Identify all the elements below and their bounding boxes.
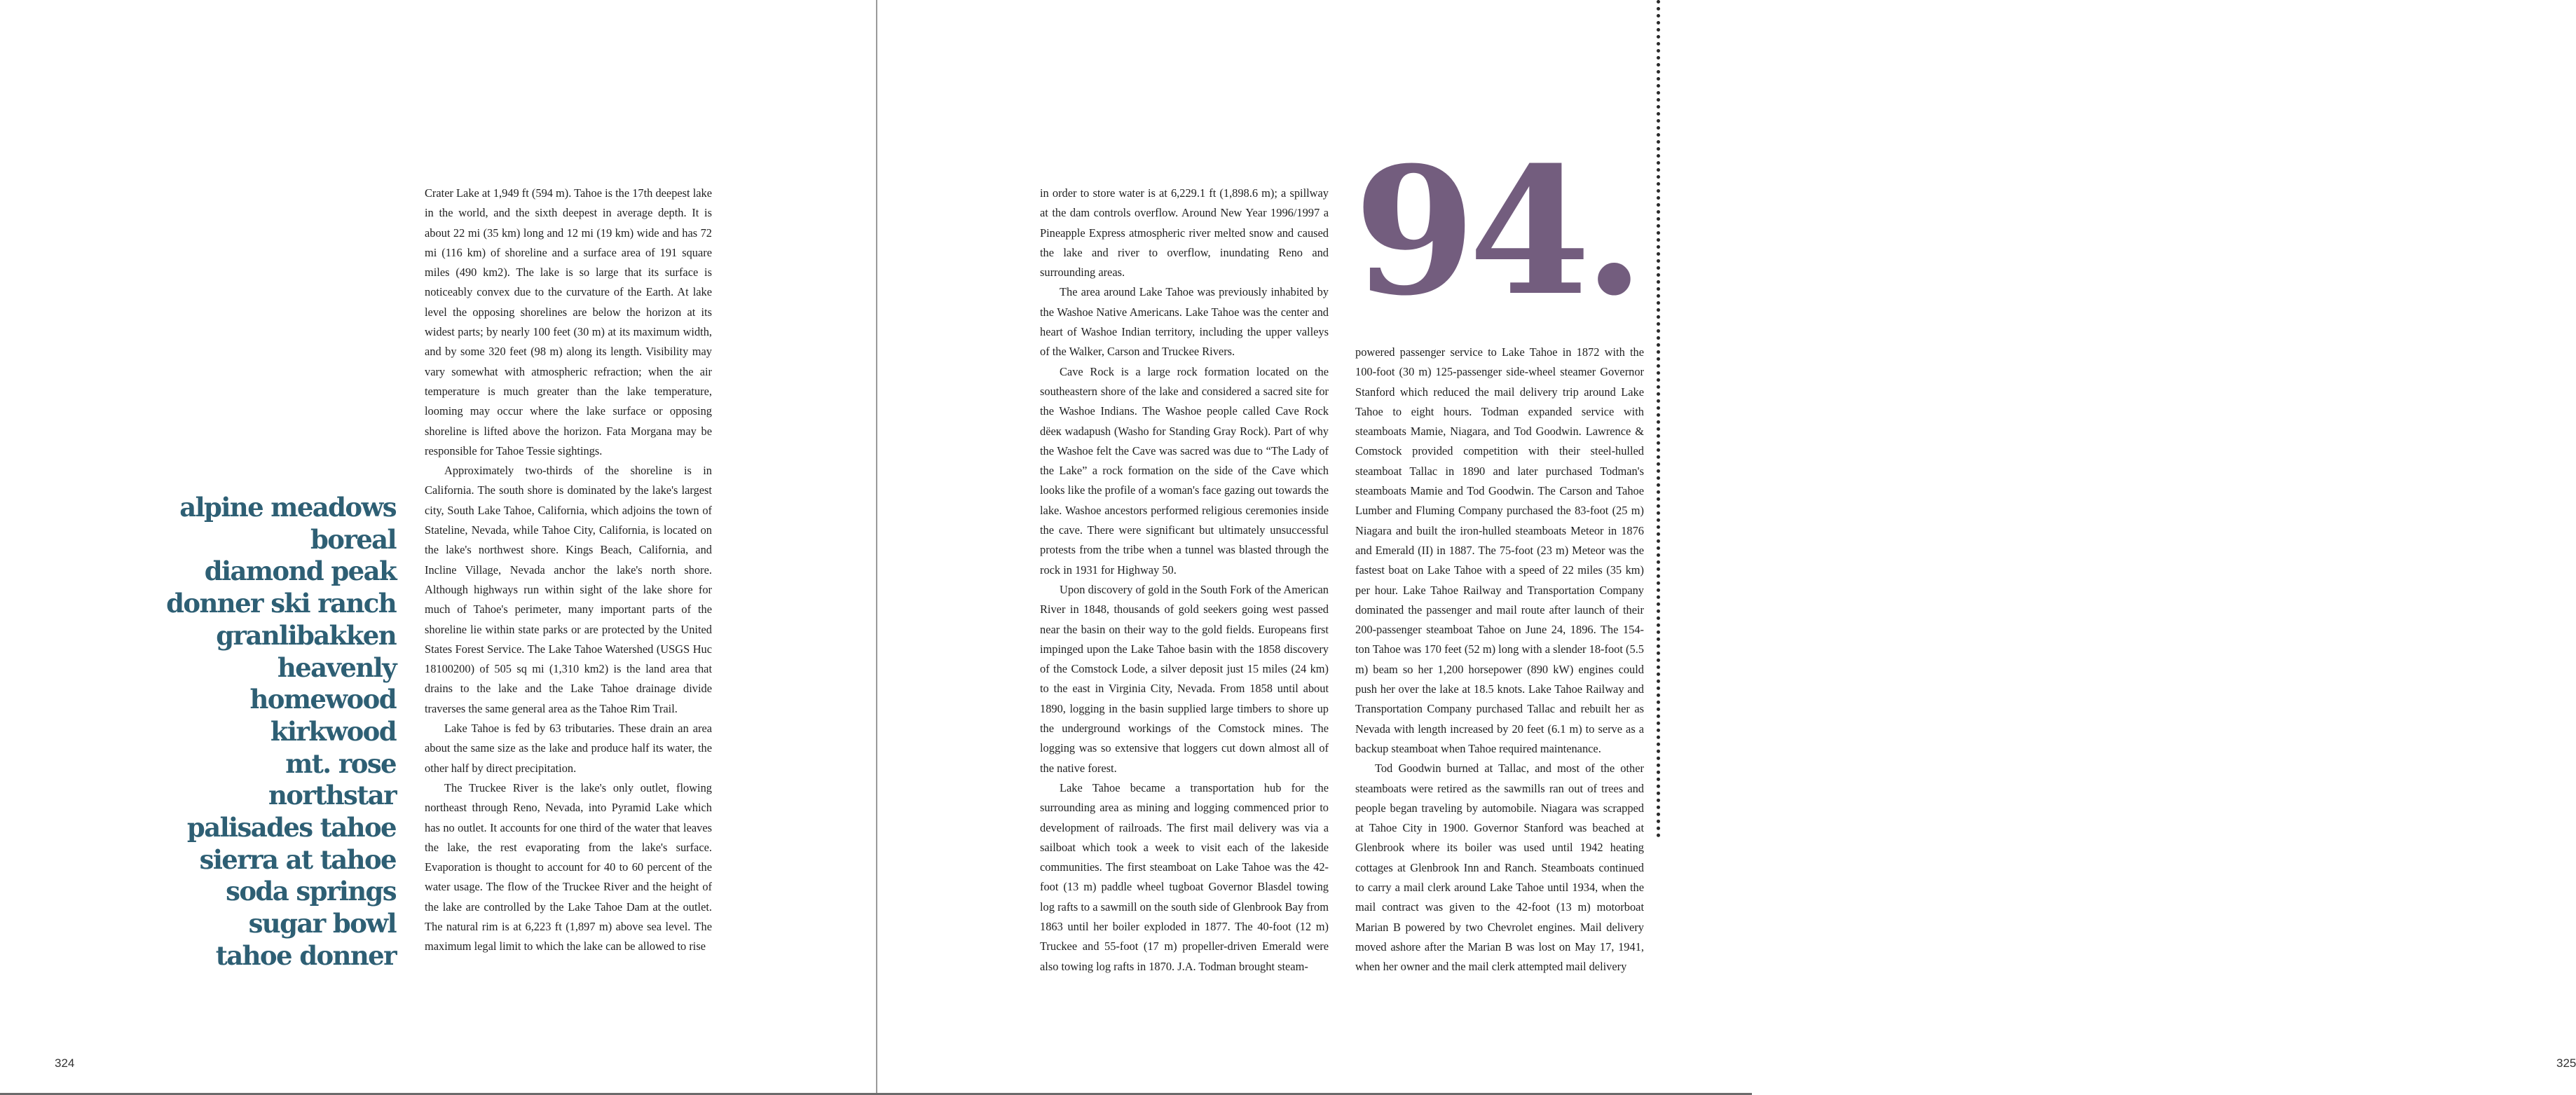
body-paragraph: The Truckee River is the lake's only outlet, flowing northeast through Reno, Nevada, into Pyramid Lake which has no outlet. It accounts for one third of the water that leaves the lake, the rest evaporating from the lake's surface. Evaporation is thought to account for 40 to 60 percent of the water usage. The flow of the Truckee River and the height of the lake are controlled by the Lake Tahoe Dam at the outlet. The natural rim is at 6,223 ft (1,897 m) above sea level. The maximum legal limit to which the lake can be allowed to rise [425, 780, 712, 953]
ski-area-list [102, 492, 396, 972]
body-paragraph: in order to store water is at 6,229.1 ft (1,898.6 m); a spillway at the dam controls overflow. Around New Year 1996/1997 a Pineapple Express atmospheric river melted snow and caused the lake and river to overflow, inundating Reno and surrounding areas. [1040, 186, 1329, 280]
body-paragraph: Lake Tahoe became a transportation hub for the surrounding area as mining and logging commenced prior to development of railroads. The first mail delivery was via a sailboat which took a week to visit each of the lakeside communities. The first steamboat on Lake Tahoe was the 42-foot (13 m) paddle wheel tugboat Governor Blasdel towing log rafts to a sawmill on the south side of Glenbrook Bay from 1863 until her boiler exploded in 1877. The 40-foot (12 m) Truckee and 55-foot (17 m) propeller-driven Emerald were also towing log rafts in 1870. J.A. Todman brought steam- [1040, 780, 1329, 973]
body-paragraph: The area around Lake Tahoe was previously inhabited by the Washoe Native Americans. Lake Tahoe was the center and heart of Washoe Indian territory, including the upper valleys of the Walker, Carson and Truckee Rivers. [1040, 285, 1329, 359]
ski-area-item: heavenly [277, 652, 396, 683]
ski-area-item: sugar bowl [248, 908, 396, 939]
ski-area-item: diamond peak [204, 556, 396, 587]
body-paragraph: powered passenger service to Lake Tahoe in 1872 with the 100-foot (30 m) 125-passenger side-wheel steamer Governor Stanford which reduced the mail delivery trip around Lake Tahoe to eight hours. Todman expanded service with steamboats Mamie, Niagara, and Tod Goodwin. Lawrence & Comstock provided competition with their steel-hulled steamboat Tallac in 1890 and later purchased Todman's steamboats Mamie and Tod Goodwin. The Carson and Tahoe Lumber and Fluming Company purchased the 83-foot (25 m) Niagara and built the iron-hulled steamboats Meteor in 1876 and Emerald (II) in 1887. The 75-foot (23 m) Meteor was the fastest boat on Lake Tahoe with a speed of 22 miles (35 km) per hour. Lake Tahoe Railway and Transportation Company dominated the passenger and mail route after launch of their 200-passenger steamboat Tahoe on June 24, 1896. The 154-ton Tahoe was 170 feet (52 m) long with a slender 18-foot (5.5 m) beam so her 1,200 horsepower (890 kW) engines could push her over the lake at 18.5 knots. Lake Tahoe Railway and Transportation Company purchased Tallac and rebuilt her as Nevada with length increased by 20 feet (6.1 m) to serve as a backup steamboat when Tahoe required maintenance. [1355, 345, 1644, 755]
ski-area-item: granlibakken [216, 619, 396, 651]
ski-area-item: northstar [268, 780, 396, 811]
body-paragraph: Lake Tahoe is fed by 63 tributaries. These drain an area about the same size as the lake and produce half its water, the other half by direct precipitation. [425, 722, 712, 775]
left-page [0, 0, 875, 1095]
ski-area-item: palisades tahoe [186, 812, 396, 843]
ski-area-item: boreal [310, 523, 396, 555]
page-number-right: 325 [2556, 1056, 2576, 1070]
body-paragraph: Approximately two-thirds of the shoreline is in California. The south shore is dominated by the lake's largest city, South Lake Tahoe, California, which adjoins the town of Stateline, Nevada, while Tahoe City, California, is located on the lake's northwest shore. Kings Beach, California, and Incline Village, Nevada anchor the lake's north shore. Although highways run within sight of the lake shore for much of Tahoe's perimeter, many important parts of the shoreline lie within state parks or are protected by the United States Forest Service. The Lake Tahoe Watershed (USGS Huc 18100200) of 505 sq mi (1,310 km2) is the land area that drains to the lake and the Lake Tahoe drainage divide traverses the same general area as the Tahoe Rim Trail. [425, 464, 712, 715]
ski-area-item: donner ski ranch [166, 588, 396, 619]
body-paragraph: Crater Lake at 1,949 ft (594 m). Tahoe is the 17th deepest lake in the world, and the sixth deepest in average depth. It is about 22 mi (35 km) long and 12 mi (19 km) wide and has 72 mi (116 km) of shoreline and a surface area of 191 square miles (490 km2). The lake is so large that its surface is noticeably convex due to the curvature of the Earth. At lake level the opposing shorelines are below the horizon at its widest parts; by nearly 100 feet (30 m) at its maximum width, and by some 320 feet (98 m) along its length. Visibility may vary somewhat with atmospheric refraction; when the air temperature is much greater than the lake temperature, looming may occur where the lake surface or opposing shoreline is lifted above the horizon. Fata Morgana may be responsible for Tahoe Tessie sightings. [425, 186, 713, 457]
ski-area-item: alpine meadows [179, 492, 396, 523]
body-paragraph: Cave Rock is a large rock formation located on the southeastern shore of the lake and considered a sacred site for the Washoe Indians. The Washoe people called Cave Rock dëeк wadapush (Washo for Standing Gray Rock). Part of why the Washoe felt the Cave was sacred was due to “The Lady of the Lake” a rock formation on the side of the Cave which looks like the profile of a woman's face gazing out towards the lake. Washoe ancestors performed religious ceremonies inside the cave. There were significant but ultimately unsuccessful protests from the tribe when a tunnel was blasted through the rock in 1931 for Highway 50. [1040, 364, 1329, 577]
body-paragraph: Tod Goodwin burned at Tallac, and most of the other steamboats were retired as the sawmills ran out of trees and people began traveling by automobile. Niagara was scrapped at Tahoe City in 1900. Governor Stanford was beached at Glenbrook where its boiler was used until 1942 heating cottages at Glenbrook Inn and Ranch. Steamboats continued to carry a mail clerk around Lake Tahoe until 1934, when the mail contract was given to the 42-foot (13 m) motorboat Marian B powered by two Chevrolet engines. Mail delivery moved ashore after the Marian B was lost on May 17, 1941, when her owner and the mail clerk attempted mail delivery [1355, 762, 1644, 974]
ski-area-item: mt. rose [285, 748, 396, 779]
ski-area-item: soda springs [226, 876, 396, 907]
body-paragraph: Upon discovery of gold in the South Fork of the American River in 1848, thousands of gold seekers going west passed near the basin on their way to the gold fields. Europeans first impinged upon the Lake Tahoe basin with the 1858 discovery of the Comstock Lode, a silver deposit just 15 miles (24 km) to the east in Virginia City, Nevada. From 1858 until about 1890, logging in the basin supplied large timbers to shore up the underground workings of the Comstock mines. The logging was so extensive that loggers cut down almost all of the native forest. [1040, 582, 1329, 775]
chapter-number: 94. [1354, 128, 1638, 334]
ski-area-item: tahoe donner [215, 939, 396, 971]
ski-area-item: kirkwood [270, 715, 396, 747]
right-text-column-2 [1355, 343, 1644, 977]
ski-area-item: sierra at tahoe [199, 843, 396, 875]
left-text-column [425, 184, 712, 957]
ski-area-item: homewood [249, 684, 396, 715]
right-text-column-1 [1040, 184, 1329, 977]
page-number-left: 324 [55, 1056, 75, 1070]
dotted-divider [1657, 0, 1660, 838]
